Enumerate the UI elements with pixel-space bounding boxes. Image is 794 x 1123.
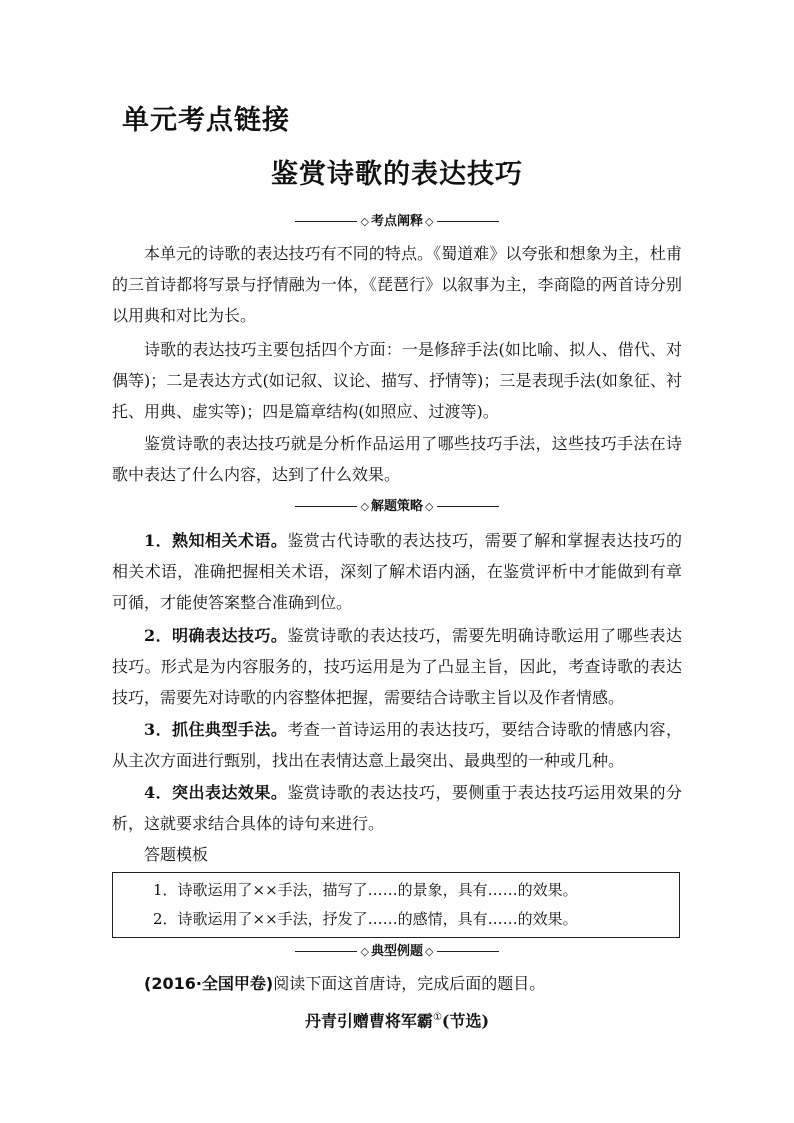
page-title: 鉴赏诗歌的表达技巧 <box>271 159 523 190</box>
strategy-item-lead: 3．抓住典型手法。 <box>144 720 288 739</box>
example-instruction: 阅读下面这首唐诗，完成后面的题目。 <box>273 974 546 993</box>
unit-title: 单元考点链接 <box>122 105 290 136</box>
section-divider-strategy: ◇ 解题策略 ◇ <box>0 497 794 517</box>
strategy-item-lead: 2．明确表达技巧。 <box>144 626 288 645</box>
poem-title <box>0 1006 794 1033</box>
explanation-paragraph-1: 本单元的诗歌的表达技巧有不同的特点。《蜀道难》以夸张和想象为主，杜甫的三首诗都将写景与抒情融为一体，《琵琶行》以叙事为主，李商隐的两首诗分别以用典和对比为长。 <box>112 244 682 325</box>
strategy-item-text: 鉴赏诗歌的表达技巧，要侧重于表达技巧运用效果的分析，这就要求结合具体的诗句来进行。 <box>112 783 682 833</box>
strategy-item-lead: 4．突出表达效果。 <box>144 783 288 802</box>
strategy-item-text: 鉴赏诗歌的表达技巧，需要先明确诗歌运用了哪些表达技巧。形式是为内容服务的，技巧运用是为了凸显主旨，因此，考查诗歌的表达技巧，需要先对诗歌的内容整体把握，需要结合诗歌主旨以及作者情感。 <box>112 626 682 707</box>
footnote-mark: ① <box>432 1012 442 1023</box>
strategy-item-lead: 1．熟知相关术语。 <box>144 531 288 550</box>
strategy-item-1 <box>112 525 682 618</box>
section-heading-explanation: 考点阐释 <box>370 214 423 229</box>
strategy-item-3 <box>112 714 682 776</box>
section-heading-example: 典型例题 <box>370 944 423 959</box>
poem-excerpt-note: (节选) <box>441 1011 490 1031</box>
poem-title-text: 丹青引赠曹将军霸 <box>304 1011 433 1031</box>
strategy-item-text: 鉴赏古代诗歌的表达技巧，需要了解和掌握表达技巧的相关术语，准确把握相关术语，深刻了解术语内涵，在鉴赏评析中才能做到有章可循，才能使答案整合准确到位。 <box>112 531 682 612</box>
answer-template-row: 2．诗歌运用了××手法，抒发了……的感情，具有……的效果。 <box>153 910 578 928</box>
explanation-paragraph-2: 诗歌的表达技巧主要包括四个方面：一是修辞手法(如比喻、拟人、借代、对偶等)；二是表达方式(如记叙、议论、描写、抒情等)；三是表现手法(如象征、衬托、用典、虚实等)；四是篇章结构(如照应、过渡等)。 <box>112 340 682 421</box>
strategy-item-2 <box>112 620 682 713</box>
example-source: (2016·全国甲卷) <box>144 974 274 993</box>
strategy-item-text: 考查一首诗运用的表达技巧，要结合诗歌的情感内容，从主次方面进行甄别，找出在表情达意上最突出、最典型的一种或几种。 <box>112 720 682 770</box>
answer-template-label: 答题模板 <box>144 845 209 864</box>
answer-template-box <box>112 872 680 938</box>
section-heading-strategy: 解题策略 <box>370 499 423 514</box>
answer-template-row: 1．诗歌运用了××手法，描写了……的景象，具有……的效果。 <box>153 881 578 899</box>
strategy-item-4 <box>112 777 682 839</box>
explanation-paragraph-3: 鉴赏诗歌的表达技巧就是分析作品运用了哪些技巧手法，这些技巧手法在诗歌中表达了什么内容，达到了什么效果。 <box>112 434 682 484</box>
section-divider-explanation: ◇ 考点阐释 ◇ <box>0 212 794 232</box>
example-intro <box>144 972 545 996</box>
section-divider-example: ◇ 典型例题 ◇ <box>0 942 794 962</box>
